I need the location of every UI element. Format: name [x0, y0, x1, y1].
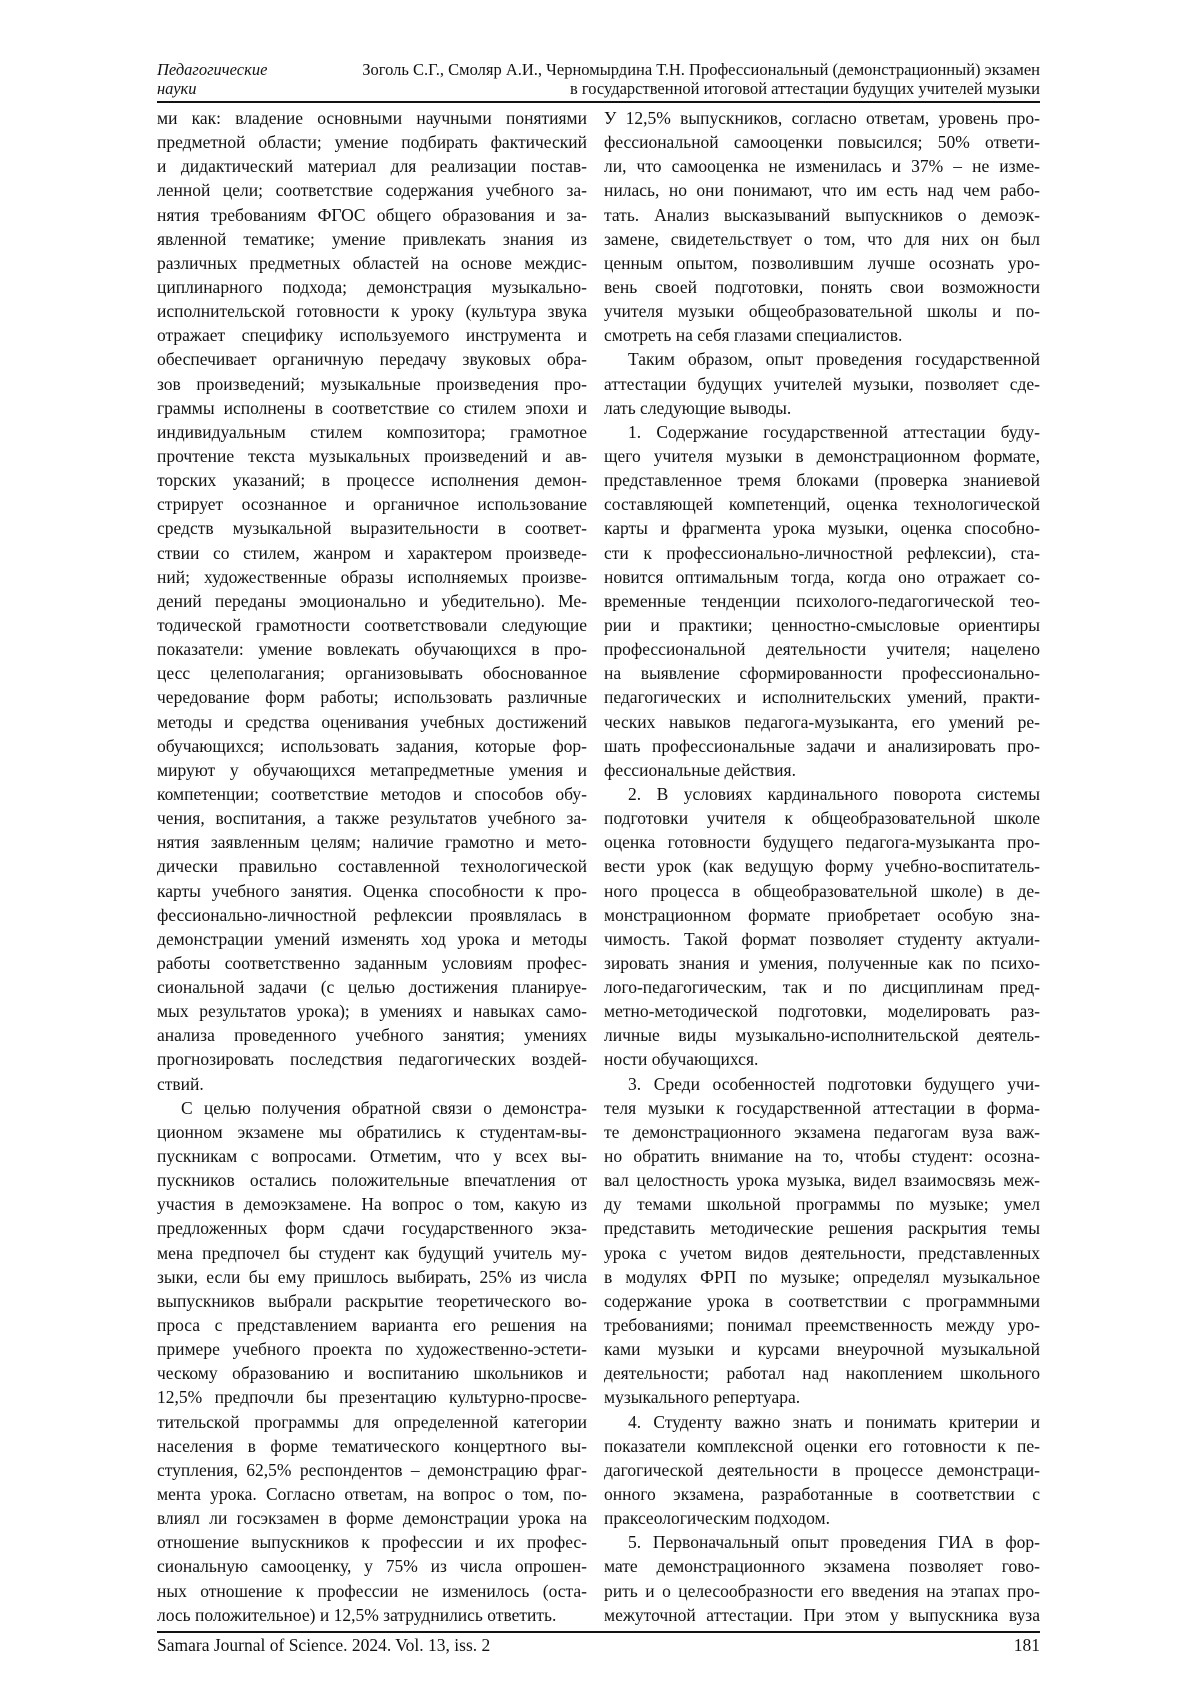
- header-divider: [157, 101, 1040, 103]
- text-line: ценным опытом, позволившим лучше осознать уро-: [604, 252, 1040, 273]
- text-line: тительской программы для определенной категории: [157, 1411, 587, 1432]
- text-line: дений переданы эмоционально и убедительно). Ме-: [157, 590, 587, 611]
- text-line: лось положительное) и 12,5% затруднились ответить.: [157, 1604, 557, 1625]
- text-line: методы и средства оценивания учебных достижений: [157, 711, 587, 732]
- text-line: 2. В условиях кардинального поворота системы: [628, 783, 1040, 804]
- paragraph: [604, 106, 1040, 347]
- text-line: представленное тремя блоками (проверка знаниевой: [604, 470, 1040, 491]
- text-line: монстрационном формате приобретает особую зна-: [604, 904, 1040, 925]
- paragraph: [604, 347, 1040, 419]
- text-line: цесс целеполагания; организовывать обоснованное: [157, 663, 587, 684]
- text-line: мых результатов урока); в умениях и навыках само-: [157, 1001, 587, 1022]
- text-line: отражает специфику используемого инструмента и: [157, 325, 587, 346]
- text-line: чения, воспитания, а также результатов учебного за-: [157, 808, 587, 829]
- text-line: карты учебного занятия. Оценка способности к про-: [157, 880, 587, 901]
- text-line: зыки, если бы ему пришлось выбирать, 25% из числа: [157, 1266, 587, 1287]
- text-line: ного процесса в общеобразовательной школе) в де-: [604, 880, 1040, 901]
- text-line: отношение выпускников к профессии и их профес-: [157, 1532, 587, 1553]
- text-line: примере учебного проекта по художественно-эстети-: [157, 1339, 587, 1360]
- text-line: фессиональной самооценки повысился; 50% ответи-: [604, 132, 1040, 153]
- text-line: ствий.: [157, 1073, 204, 1094]
- text-line: пускников остались положительные впечатления от: [157, 1170, 587, 1191]
- text-line: чередование форм работы; использовать различные: [157, 687, 587, 708]
- text-line: явленной тематике; умение привлекать знания из: [157, 228, 587, 249]
- text-line: вал целостность урока музыка, видел взаимосвязь меж-: [604, 1170, 1040, 1191]
- text-line: ционном экзамене мы обратились к студентам-вы-: [157, 1121, 587, 1142]
- text-line: зировать знания и умения, полученные как по психо-: [604, 952, 1040, 973]
- text-line: различных предметных областей на основе междис-: [157, 252, 587, 273]
- text-line: рить и о целесообразности его введения на этапах про-: [604, 1580, 1040, 1601]
- paragraph: [604, 1410, 1040, 1531]
- text-line: средств музыкальной выразительности в соответ-: [157, 518, 587, 539]
- text-line: смотреть на себя глазами специалистов.: [604, 325, 903, 346]
- text-line: ленной цели; соответствие содержания учебного за-: [157, 180, 587, 201]
- journal-citation: Samara Journal of Science. 2024. Vol. 13, iss. 2: [157, 1635, 491, 1655]
- text-line: и дидактический материал для реализации постав-: [157, 156, 587, 177]
- text-line: новится оптимальным тогда, когда оно отражает со-: [604, 566, 1040, 587]
- text-line: работы соответственно заданным условиям профес-: [157, 952, 587, 973]
- section-name: [157, 60, 267, 98]
- text-line: шать профессиональные задачи и анализировать про-: [604, 735, 1040, 756]
- text-line: нятия заявленным целям; наличие грамотно и мето-: [157, 832, 587, 853]
- article-title-line1: Зоголь С.Г., Смоляр А.И., Черномырдина Т.Н. Профессиональный (демонстрационный) экзамен: [362, 60, 1040, 79]
- text-line: С целью получения обратной связи о демонстра-: [181, 1097, 587, 1118]
- text-line: составляющей компетенций, оценка технологической: [604, 494, 1040, 515]
- section-name-line2: науки: [157, 79, 197, 98]
- text-line: анализа проведенного учебного занятия; умениях: [157, 1025, 587, 1046]
- text-line: зов произведений; музыкальные произведения про-: [157, 373, 587, 394]
- text-line: подготовки учителя к общеобразовательной школе: [604, 808, 1040, 829]
- text-line: ми как: владение основными научными понятиями: [157, 108, 587, 128]
- text-line: сиональную самооценку, у 75% из числа опрошен-: [157, 1556, 587, 1577]
- text-line: 5. Первоначальный опыт проведения ГИА в фор-: [628, 1532, 1040, 1553]
- article-title-line2: в государственной итоговой аттестации будущих учителей музыки: [569, 79, 1040, 98]
- text-line: межуточной аттестации. При этом у выпускника вуза: [604, 1604, 1040, 1625]
- running-header: [157, 60, 1040, 98]
- text-line: мате демонстрационного экзамена позволяет гово-: [604, 1556, 1040, 1577]
- text-line: фессиональные действия.: [604, 759, 796, 780]
- text-line: онного экзамена, разработанные в соответствии с: [604, 1484, 1040, 1505]
- text-line: музыкального репертуара.: [604, 1387, 801, 1408]
- text-line: обеспечивает органичную передачу звуковых обра-: [157, 349, 587, 370]
- text-line: компетенции; соответствие методов и способов обу-: [157, 783, 587, 804]
- text-line: сиональной задачи (с целью достижения планируе-: [157, 977, 587, 998]
- text-line: урока с учетом видов деятельности, представленных: [604, 1242, 1040, 1263]
- text-line: вень своей подготовки, понять свои возможности: [604, 276, 1040, 297]
- text-line: профессиональной деятельности учителя; нацелено: [604, 639, 1040, 660]
- text-line: населения в форме тематического концертного вы-: [157, 1435, 587, 1456]
- text-line: влиял ли госэкзамен в форме демонстрации урока на: [157, 1508, 587, 1529]
- text-line: 3. Среди особенностей подготовки будущего учи-: [628, 1073, 1040, 1094]
- text-line: индивидуальным стилем композитора; грамотное: [157, 421, 587, 442]
- text-line: педагогических и исполнительских умений, практи-: [604, 687, 1040, 708]
- page-number: 181: [1013, 1635, 1040, 1655]
- paragraph: [604, 1072, 1040, 1410]
- text-line: Таким образом, опыт проведения государственной: [628, 349, 1040, 370]
- text-line: нилась, но они понимают, что им есть над чем рабо-: [604, 180, 1040, 201]
- text-line: тодической грамотности соответствовали следующие: [157, 614, 587, 635]
- text-line: лого-педагогическим, так и по дисциплинам пред-: [604, 977, 1040, 998]
- text-line: ками музыки и курсами внеурочной музыкальной: [604, 1339, 1040, 1360]
- article-title-header: [362, 60, 1040, 98]
- left-column: [157, 106, 587, 1627]
- text-line: циплинарного подхода; демонстрация музыкально-: [157, 276, 587, 297]
- text-line: ческих навыков педагога-музыканта, его умений ре-: [604, 711, 1040, 732]
- paragraph: [157, 106, 587, 1096]
- text-line: прочтение текста музыкальных произведений и ав-: [157, 445, 587, 466]
- text-line: чимость. Такой формат позволяет студенту актуали-: [604, 928, 1040, 949]
- text-line: дически правильно составленной технологической: [157, 856, 587, 877]
- text-line: содержание урока в соответствии с программными: [604, 1290, 1040, 1311]
- text-line: 1. Содержание государственной аттестации буду-: [628, 421, 1040, 442]
- text-line: деятельности; работал над накоплением школьного: [604, 1363, 1040, 1384]
- text-line: предложенных форм сдачи государственного экза-: [157, 1218, 587, 1239]
- text-line: метно-методической подготовки, моделировать раз-: [604, 1001, 1040, 1022]
- text-line: ний; художественные образы исполняемых произве-: [157, 566, 587, 587]
- footer-divider: [157, 1631, 1040, 1633]
- text-line: оценка готовности будущего педагога-музыканта про-: [604, 832, 1040, 853]
- text-line: ности обучающихся.: [604, 1049, 759, 1070]
- text-line: торских указаний; в процессе исполнения демон-: [157, 470, 587, 491]
- section-name-line1: Педагогические: [157, 60, 268, 79]
- text-line: карты и фрагмента урока музыки, оценка способно-: [604, 518, 1040, 539]
- text-line: в модулях ФРП по музыке; определял музыкальное: [604, 1266, 1040, 1287]
- text-line: личные виды музыкально-исполнительской деятель-: [604, 1025, 1040, 1046]
- text-line: щего учителя музыки в демонстрационном формате,: [604, 445, 1040, 466]
- text-line: нятия требованиям ФГОС общего образования и за-: [157, 204, 587, 225]
- text-line: ствии со стилем, жанром и характером произведе-: [157, 542, 587, 563]
- text-line: исполнительской готовности к уроку (культура звука: [157, 301, 587, 322]
- text-line: праксеологическим подходом.: [604, 1508, 830, 1529]
- text-line: тать. Анализ высказываний выпускников о демоэк-: [604, 204, 1040, 225]
- text-line: прогнозировать последствия педагогических воздей-: [157, 1049, 587, 1070]
- text-line: но обратить внимание на то, чтобы студент: осозна-: [604, 1146, 1040, 1167]
- text-line: 4. Студенту важно знать и понимать критерии и: [628, 1411, 1040, 1432]
- text-line: лать следующие выводы.: [604, 397, 792, 418]
- text-line: мента урока. Согласно ответам, на вопрос о том, по-: [157, 1484, 587, 1505]
- text-line: ступления, 62,5% респондентов – демонстрацию фраг-: [157, 1459, 587, 1480]
- text-line: временные тенденции психолого-педагогической тео-: [604, 590, 1040, 611]
- text-line: те демонстрационного экзамена педагогам вуза важ-: [604, 1121, 1040, 1142]
- text-line: учителя музыки общеобразовательной школы и по-: [604, 301, 1040, 322]
- text-line: У 12,5% выпускников, согласно ответам, уровень про-: [604, 108, 1040, 128]
- text-line: ли, что самооценка не изменилась и 37% – не изме-: [604, 156, 1040, 177]
- text-line: ных отношение к профессии не изменилось (оста-: [157, 1580, 587, 1601]
- text-line: выпускников выбрали раскрытие теоретического во-: [157, 1290, 587, 1311]
- text-line: мируют у обучающихся метапредметные умения и: [157, 759, 587, 780]
- text-line: показатели: умение вовлекать обучающихся в про-: [157, 639, 587, 660]
- paragraph: [157, 1096, 587, 1627]
- text-line: граммы исполнены в соответствие со стилем эпохи и: [157, 397, 587, 418]
- text-line: обучающихся; использовать задания, которые фор-: [157, 735, 587, 756]
- text-line: участия в демоэкзамене. На вопрос о том, какую из: [157, 1194, 587, 1215]
- text-line: мена предпочел бы студент как будущий учитель му-: [157, 1242, 587, 1263]
- text-line: 12,5% предпочли бы презентацию культурно-просве-: [157, 1387, 587, 1408]
- paragraph: [604, 420, 1040, 782]
- text-line: рии и практики; ценностно-смысловые ориентиры: [604, 614, 1040, 635]
- text-line: ду темами школьной программы по музыке; умел: [604, 1194, 1040, 1215]
- text-line: аттестации будущих учителей музыки, позволяет сде-: [604, 373, 1040, 394]
- paragraph: [604, 782, 1040, 1072]
- text-line: предметной области; умение подбирать фактический: [157, 132, 587, 153]
- text-line: сти к профессионально-личностной рефлексии), ста-: [604, 542, 1040, 563]
- text-line: на выявление сформированности профессионально-: [604, 663, 1040, 684]
- right-column: [604, 106, 1040, 1627]
- text-line: замене, свидетельствует о том, что для них он был: [604, 228, 1040, 249]
- text-line: пускникам с вопросами. Отметим, что у всех вы-: [157, 1146, 587, 1167]
- text-line: демонстрации умений изменять ход урока и методы: [157, 928, 587, 949]
- text-line: дагогической деятельности в процессе демонстраци-: [604, 1459, 1040, 1480]
- text-line: ческому образованию и воспитанию школьников и: [157, 1363, 587, 1384]
- text-line: показатели комплексной оценки его готовности к пе-: [604, 1435, 1040, 1456]
- text-line: теля музыки к государственной аттестации в форма-: [604, 1097, 1040, 1118]
- paragraph: [604, 1530, 1040, 1627]
- text-line: стрирует осознанное и органичное использование: [157, 494, 587, 515]
- text-line: фессионально-личностной рефлексии проявлялась в: [157, 904, 587, 925]
- text-line: требованиями; понимал преемственность между уро-: [604, 1315, 1040, 1336]
- text-line: вести урок (как ведущую форму учебно-воспитатель-: [604, 856, 1040, 877]
- text-line: представить методические решения раскрытия темы: [604, 1218, 1040, 1239]
- text-line: проса с представлением варианта его решения на: [157, 1315, 587, 1336]
